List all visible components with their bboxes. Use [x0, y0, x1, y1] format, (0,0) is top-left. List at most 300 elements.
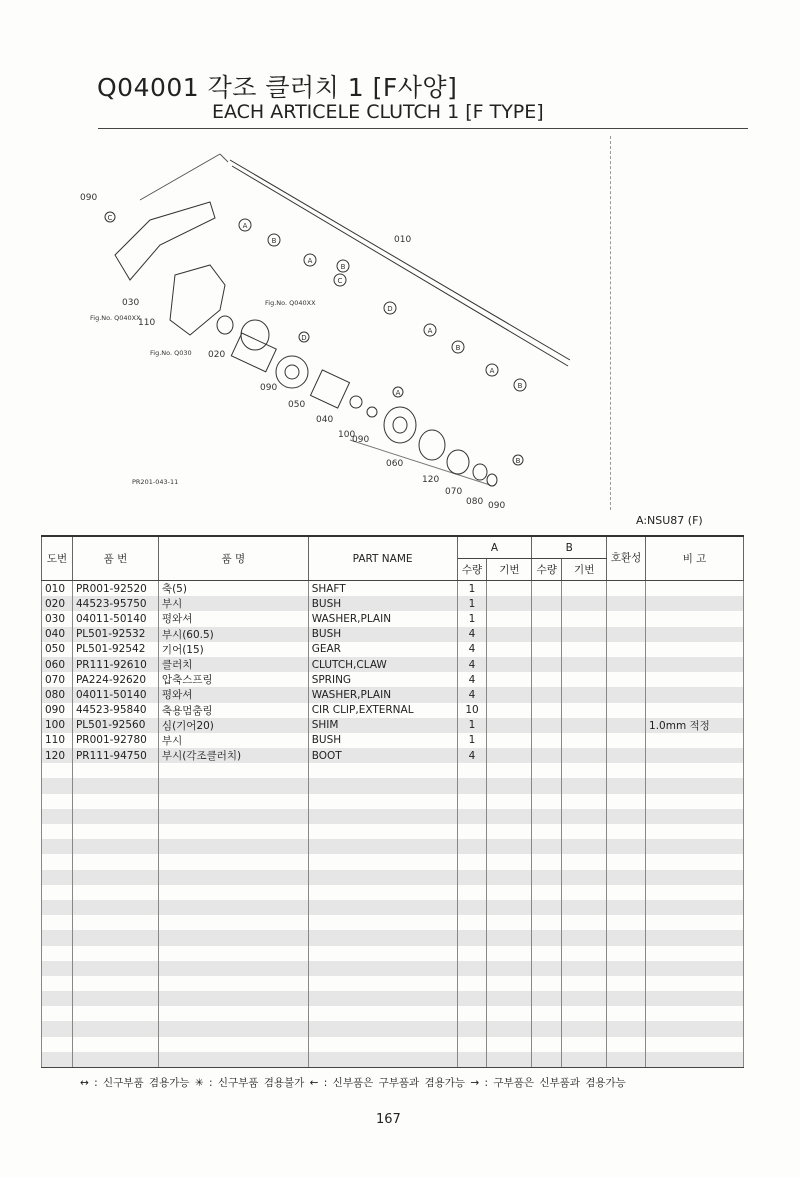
table-row [42, 611, 744, 626]
cell-part: 44523-95750 [72, 596, 158, 611]
cell-empty [158, 809, 308, 824]
cell-empty [562, 839, 607, 854]
cell-empty [646, 824, 744, 839]
cell-empty [308, 778, 457, 793]
svg-text:B: B [517, 382, 523, 390]
cell-empty [562, 824, 607, 839]
callout-label: 020 [208, 350, 226, 360]
cell-part: PR001-92520 [72, 581, 158, 597]
cell-empty [158, 778, 308, 793]
cell-empty [42, 946, 73, 961]
cell-empty [457, 763, 487, 778]
cell-empty [457, 794, 487, 809]
cell-empty [562, 809, 607, 824]
table-row [42, 854, 744, 869]
table-row [42, 961, 744, 976]
callout-label: 090 [80, 193, 98, 203]
cell-empty [42, 1006, 73, 1021]
cell-empty [42, 1021, 73, 1036]
cell-empty [487, 596, 532, 611]
cell-empty [487, 1037, 532, 1052]
cell-en: CLUTCH,CLAW [308, 657, 457, 672]
svg-text:D: D [387, 305, 393, 313]
cell-empty [607, 854, 646, 869]
cell-empty [308, 961, 457, 976]
cell-kr: 부시 [158, 733, 308, 748]
cell-empty [72, 854, 158, 869]
svg-text:A: A [242, 222, 248, 230]
callout-label: 090 [260, 383, 278, 393]
cell-empty [607, 1006, 646, 1021]
cell-part: PR111-92610 [72, 657, 158, 672]
cell-empty [532, 1006, 562, 1021]
svg-text:A: A [307, 257, 313, 265]
cell-empty [562, 854, 607, 869]
header-group-a: A [457, 536, 532, 559]
cell-empty [72, 839, 158, 854]
cell-part: PR001-92780 [72, 733, 158, 748]
cell-empty [158, 915, 308, 930]
cell-empty [646, 870, 744, 885]
cell-empty [42, 794, 73, 809]
cell-empty [72, 778, 158, 793]
callout-label: 100 [338, 430, 356, 440]
cell-kr: 기어(15) [158, 642, 308, 657]
cell-empty [532, 748, 562, 763]
cell-empty [532, 1037, 562, 1052]
cell-empty [457, 885, 487, 900]
header-remarks: 비 고 [646, 536, 744, 581]
cell-empty [158, 870, 308, 885]
cell-empty [42, 1037, 73, 1052]
cell-empty [42, 885, 73, 900]
cell-empty [646, 915, 744, 930]
header-part-name-kr: 품 명 [158, 536, 308, 581]
cell-empty [607, 1021, 646, 1036]
cell-empty [72, 976, 158, 991]
table-row [42, 657, 744, 672]
table-row [42, 718, 744, 733]
cell-empty [562, 611, 607, 626]
table-row [42, 778, 744, 793]
cell-en: GEAR [308, 642, 457, 657]
cell-empty [607, 611, 646, 626]
cell-empty [487, 703, 532, 718]
cell-qty: 4 [457, 748, 487, 763]
cell-empty [532, 794, 562, 809]
cell-empty [457, 1052, 487, 1068]
cell-empty [562, 885, 607, 900]
cell-empty [42, 930, 73, 945]
cell-remark [646, 733, 744, 748]
table-row [42, 733, 744, 748]
cell-en: WASHER,PLAIN [308, 687, 457, 702]
cell-empty [562, 642, 607, 657]
cell-empty [457, 1021, 487, 1036]
cell-empty [646, 885, 744, 900]
table-row [42, 1021, 744, 1036]
table-row [42, 763, 744, 778]
svg-text:B: B [455, 344, 461, 352]
cell-empty [562, 687, 607, 702]
cell-empty [457, 930, 487, 945]
cell-empty [487, 1052, 532, 1068]
cell-empty [532, 870, 562, 885]
cell-empty [457, 824, 487, 839]
cell-empty [646, 1037, 744, 1052]
cell-kr: 부시 [158, 596, 308, 611]
cell-empty [487, 946, 532, 961]
cell-empty [487, 672, 532, 687]
cell-empty [607, 657, 646, 672]
callout-label: 090 [352, 435, 370, 445]
cell-empty [532, 611, 562, 626]
cell-empty [158, 930, 308, 945]
cell-empty [487, 1006, 532, 1021]
cell-empty [308, 976, 457, 991]
cell-kr: 부시(60.5) [158, 627, 308, 642]
cell-empty [308, 1052, 457, 1068]
cell-empty [72, 1052, 158, 1068]
cell-en: SHAFT [308, 581, 457, 597]
callout-label: 030 [122, 298, 140, 308]
cell-empty [457, 870, 487, 885]
cell-empty [532, 763, 562, 778]
cell-empty [607, 824, 646, 839]
header-drawing-no: 도번 [42, 536, 73, 581]
cell-empty [487, 1021, 532, 1036]
cell-empty [308, 870, 457, 885]
cell-empty [72, 900, 158, 915]
cell-empty [487, 611, 532, 626]
cell-empty [42, 870, 73, 885]
cell-empty [532, 687, 562, 702]
cell-empty [158, 976, 308, 991]
cell-empty [532, 672, 562, 687]
cell-empty [487, 581, 532, 597]
callout-label: 010 [394, 235, 412, 245]
cell-empty [158, 763, 308, 778]
cell-remark [646, 703, 744, 718]
cell-empty [646, 854, 744, 869]
cell-empty [42, 824, 73, 839]
fig-ref: Fig.No. Q030 [150, 349, 192, 357]
cell-empty [42, 976, 73, 991]
cell-empty [457, 946, 487, 961]
shaft-line [230, 160, 570, 360]
header-qty-b: 수량 [532, 559, 562, 581]
cell-en: BUSH [308, 627, 457, 642]
cell-no: 010 [42, 581, 73, 597]
cell-empty [607, 839, 646, 854]
cell-remark [646, 611, 744, 626]
callout-label: 040 [316, 415, 334, 425]
table-row [42, 596, 744, 611]
callout-label: 080 [466, 497, 484, 507]
exploded-parts-diagram [60, 140, 610, 520]
table-row [42, 946, 744, 961]
cell-empty [607, 930, 646, 945]
cell-empty [42, 839, 73, 854]
cell-empty [487, 854, 532, 869]
cell-empty [607, 885, 646, 900]
cell-empty [308, 809, 457, 824]
cell-qty: 4 [457, 642, 487, 657]
cell-empty [562, 703, 607, 718]
svg-text:A: A [489, 367, 495, 375]
cell-empty [308, 991, 457, 1006]
table-row [42, 687, 744, 702]
cell-empty [646, 991, 744, 1006]
table-row [42, 642, 744, 657]
cell-empty [487, 900, 532, 915]
cell-empty [562, 870, 607, 885]
cell-empty [562, 672, 607, 687]
cell-empty [562, 596, 607, 611]
header-qty-a: 수량 [457, 559, 487, 581]
header-part-name-en: PART NAME [308, 536, 457, 581]
callout-label: 060 [386, 459, 404, 469]
cell-part: PA224-92620 [72, 672, 158, 687]
page-number: 167 [376, 1112, 401, 1127]
cell-qty: 4 [457, 672, 487, 687]
cell-no: 080 [42, 687, 73, 702]
cell-empty [487, 687, 532, 702]
cell-empty [607, 778, 646, 793]
cell-kr: 부시(각조클러치) [158, 748, 308, 763]
cell-empty [562, 718, 607, 733]
cell-empty [487, 778, 532, 793]
cell-empty [42, 1052, 73, 1068]
cell-en: BUSH [308, 733, 457, 748]
cell-empty [72, 915, 158, 930]
cell-empty [607, 915, 646, 930]
cell-empty [487, 915, 532, 930]
table-row [42, 976, 744, 991]
cell-empty [72, 961, 158, 976]
cell-kr: 평와셔 [158, 687, 308, 702]
table-row [42, 930, 744, 945]
cell-empty [607, 642, 646, 657]
cell-empty [457, 1037, 487, 1052]
cell-kr: 축(5) [158, 581, 308, 597]
title-rule [98, 128, 748, 129]
table-row [42, 809, 744, 824]
cell-empty [72, 946, 158, 961]
cell-empty [532, 778, 562, 793]
callout-label: 050 [288, 400, 306, 410]
cell-empty [607, 672, 646, 687]
table-row [42, 885, 744, 900]
cell-empty [562, 778, 607, 793]
cell-empty [42, 900, 73, 915]
cell-empty [646, 900, 744, 915]
cell-no: 110 [42, 733, 73, 748]
cell-empty [607, 900, 646, 915]
cell-empty [532, 991, 562, 1006]
cell-empty [562, 1052, 607, 1068]
cell-empty [158, 900, 308, 915]
cell-empty [487, 733, 532, 748]
cell-empty [562, 930, 607, 945]
cell-qty: 1 [457, 596, 487, 611]
cell-empty [487, 885, 532, 900]
cell-empty [487, 657, 532, 672]
cell-empty [646, 930, 744, 945]
cell-qty: 4 [457, 687, 487, 702]
cell-empty [607, 733, 646, 748]
cell-en: BOOT [308, 748, 457, 763]
cell-empty [42, 854, 73, 869]
cell-empty [607, 1052, 646, 1068]
cell-empty [72, 809, 158, 824]
cell-empty [532, 627, 562, 642]
cell-empty [646, 809, 744, 824]
cell-empty [158, 1052, 308, 1068]
cell-remark [646, 687, 744, 702]
cell-empty [646, 961, 744, 976]
cell-kr: 축용멈춤링 [158, 703, 308, 718]
cell-empty [308, 900, 457, 915]
cell-empty [646, 976, 744, 991]
cell-qty: 4 [457, 657, 487, 672]
cell-empty [158, 885, 308, 900]
cell-empty [72, 930, 158, 945]
diagram-divider [610, 136, 611, 510]
cell-empty [562, 900, 607, 915]
table-row [42, 627, 744, 642]
cell-empty [308, 885, 457, 900]
cell-empty [457, 961, 487, 976]
cell-remark [646, 657, 744, 672]
cell-empty [532, 961, 562, 976]
fig-ref: Fig.No. Q040XX [90, 314, 141, 322]
cell-qty: 1 [457, 611, 487, 626]
cell-remark [646, 627, 744, 642]
cell-empty [308, 794, 457, 809]
cell-kr: 압축스프링 [158, 672, 308, 687]
cell-empty [562, 733, 607, 748]
cell-empty [457, 854, 487, 869]
cell-remark [646, 672, 744, 687]
cell-empty [646, 1006, 744, 1021]
cell-en: CIR CLIP,EXTERNAL [308, 703, 457, 718]
cell-no: 100 [42, 718, 73, 733]
cell-empty [532, 596, 562, 611]
cell-kr: 심(기어20) [158, 718, 308, 733]
cell-empty [532, 1021, 562, 1036]
cell-qty: 10 [457, 703, 487, 718]
cell-empty [308, 1037, 457, 1052]
cell-no: 040 [42, 627, 73, 642]
callout-label: 120 [422, 475, 440, 485]
cell-empty [158, 991, 308, 1006]
cell-empty [42, 778, 73, 793]
cell-empty [457, 976, 487, 991]
page-subtitle: EACH ARTICELE CLUTCH 1 [F TYPE] [212, 101, 544, 123]
page-title: Q04001 각조 클러치 1 [F사양] [97, 73, 458, 102]
cell-empty [487, 930, 532, 945]
cell-en: SHIM [308, 718, 457, 733]
clutch [384, 407, 416, 443]
cell-part: PR111-94750 [72, 748, 158, 763]
cell-empty [607, 870, 646, 885]
svg-text:B: B [340, 263, 346, 271]
cell-empty [607, 703, 646, 718]
cell-en: BUSH [308, 596, 457, 611]
cell-empty [607, 763, 646, 778]
cell-empty [158, 1037, 308, 1052]
cell-empty [158, 854, 308, 869]
cell-empty [308, 839, 457, 854]
cell-empty [42, 991, 73, 1006]
cell-remark: 1.0mm 적정 [646, 718, 744, 733]
cell-empty [158, 946, 308, 961]
parts-body [42, 581, 744, 1068]
cell-empty [487, 824, 532, 839]
cell-empty [562, 976, 607, 991]
svg-text:A: A [427, 327, 433, 335]
table-row [42, 991, 744, 1006]
cell-empty [562, 915, 607, 930]
table-row [42, 1052, 744, 1068]
cell-empty [457, 900, 487, 915]
table-row [42, 900, 744, 915]
table-row [42, 748, 744, 763]
cell-empty [646, 946, 744, 961]
cell-empty [487, 809, 532, 824]
model-label: A:NSU87 (F) [636, 514, 703, 527]
cell-empty [532, 946, 562, 961]
cell-empty [532, 854, 562, 869]
cell-empty [457, 839, 487, 854]
cell-empty [532, 885, 562, 900]
cell-empty [308, 1021, 457, 1036]
table-row [42, 1037, 744, 1052]
cell-empty [646, 778, 744, 793]
cell-empty [158, 1021, 308, 1036]
cell-empty [532, 824, 562, 839]
cell-empty [532, 915, 562, 930]
cell-part: PL501-92560 [72, 718, 158, 733]
header-base-a: 기번 [487, 559, 532, 581]
cell-empty [607, 961, 646, 976]
table-row [42, 581, 744, 597]
cell-empty [487, 718, 532, 733]
cell-empty [646, 794, 744, 809]
cell-empty [487, 870, 532, 885]
cell-empty [158, 961, 308, 976]
cell-empty [607, 581, 646, 597]
cell-empty [72, 824, 158, 839]
table-row [42, 839, 744, 854]
cell-empty [532, 930, 562, 945]
cell-en: SPRING [308, 672, 457, 687]
cell-empty [646, 1052, 744, 1068]
cell-empty [158, 1006, 308, 1021]
table-row [42, 794, 744, 809]
table-row [42, 824, 744, 839]
cell-empty [562, 794, 607, 809]
cell-empty [42, 809, 73, 824]
cell-empty [487, 642, 532, 657]
cell-empty [457, 1006, 487, 1021]
cell-en: WASHER,PLAIN [308, 611, 457, 626]
cell-empty [487, 991, 532, 1006]
cell-empty [457, 991, 487, 1006]
cell-empty [562, 748, 607, 763]
cell-empty [72, 1021, 158, 1036]
